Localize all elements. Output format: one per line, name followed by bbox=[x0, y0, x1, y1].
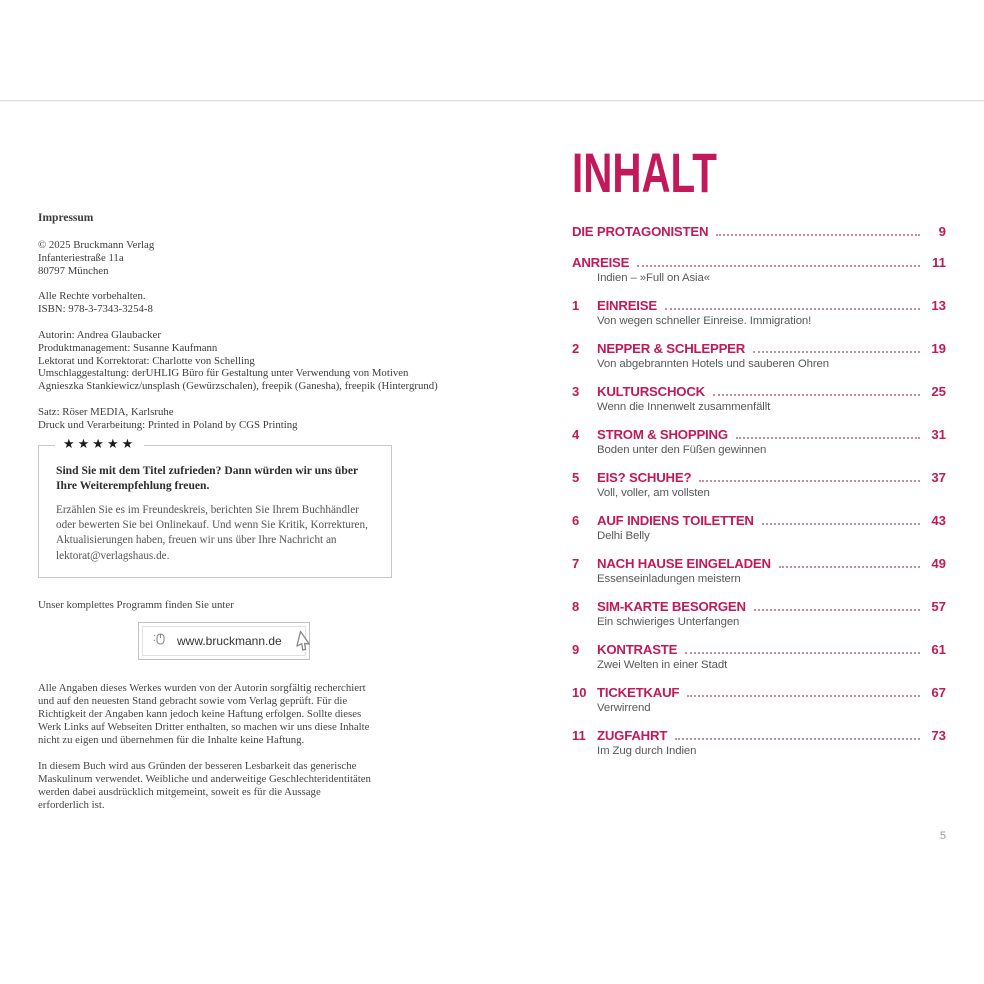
dot-leader bbox=[753, 351, 920, 353]
toc-entry-subtitle: Im Zug durch Indien bbox=[597, 745, 697, 757]
toc-entry-subtitle: Essenseinladungen meistern bbox=[597, 573, 741, 585]
toc-entry-4 bbox=[572, 427, 946, 456]
toc-entry-title: TICKETKAUF bbox=[597, 685, 680, 700]
toc-entry-2 bbox=[572, 341, 946, 370]
toc-entry-subtitle: Wenn die Innenwelt zusammenfällt bbox=[597, 401, 771, 413]
toc-entry-3 bbox=[572, 384, 946, 413]
toc-entry-title: EINREISE bbox=[597, 298, 657, 313]
toc-entry-page: 49 bbox=[931, 556, 946, 571]
toc-chapter-number: 2 bbox=[572, 341, 580, 356]
dot-leader bbox=[637, 265, 920, 267]
computer-mouse-icon bbox=[153, 631, 168, 651]
toc-entry-title: NEPPER & SCHLEPPER bbox=[597, 341, 746, 356]
dot-leader bbox=[685, 652, 920, 654]
dot-leader bbox=[762, 523, 920, 525]
five-stars-icon: ★★★★★ bbox=[55, 437, 144, 452]
website-url: www.bruckmann.de bbox=[177, 634, 282, 649]
toc-entry-title: EIS? SCHUHE? bbox=[597, 470, 692, 485]
recommendation-box bbox=[38, 436, 392, 579]
toc-entry-title: KULTURSCHOCK bbox=[597, 384, 705, 399]
imprint-line: © 2025 Bruckmann Verlag bbox=[38, 239, 155, 251]
toc-entry-11 bbox=[572, 728, 946, 757]
toc-entry-subtitle: Boden unter den Füßen gewinnen bbox=[597, 444, 767, 456]
toc-chapter-number: 7 bbox=[572, 556, 580, 571]
toc-entry-title: SIM-KARTE BESORGEN bbox=[597, 599, 746, 614]
impressum-heading: Impressum bbox=[38, 212, 94, 224]
toc-entry-title: ZUGFAHRT bbox=[597, 728, 668, 743]
production-block bbox=[38, 406, 450, 432]
toc-entry-subtitle: Von wegen schneller Einreise. Immigration! bbox=[597, 315, 812, 327]
toc-entry-5 bbox=[572, 470, 946, 499]
dot-leader bbox=[754, 609, 920, 611]
rights-block bbox=[38, 290, 450, 316]
toc-entry-title: STROM & SHOPPING bbox=[597, 427, 728, 442]
gender-note-paragraph: In diesem Buch wird aus Gründen der besseren Lesbarkeit das generische Maskulinum verwendet. Weibliche und anderweitige Geschlechteridentitäten werden dabei ausdrücklich mitgemeint, soweit es für die Aussage erforderlich ist. bbox=[38, 760, 371, 812]
toc-entry-protagonisten bbox=[572, 224, 946, 239]
folio-page-number: 5 bbox=[939, 830, 946, 842]
toc-entry-subtitle: Zwei Welten in einer Stadt bbox=[597, 659, 728, 671]
website-link-graphic bbox=[138, 622, 310, 660]
toc-chapter-number: 11 bbox=[572, 728, 586, 743]
inhalt-page bbox=[572, 141, 946, 771]
toc-chapter-number: 5 bbox=[572, 470, 580, 485]
imprint-line: Produktmanagement: Susanne Kaufmann bbox=[38, 341, 218, 354]
toc-chapter-number: 9 bbox=[572, 642, 580, 657]
toc-entry-page: 11 bbox=[932, 255, 946, 270]
credits-block bbox=[38, 329, 450, 393]
toc-chapter-number: 6 bbox=[572, 513, 580, 528]
dot-leader bbox=[687, 695, 920, 697]
toc-entry-7 bbox=[572, 556, 946, 585]
page-top-edge bbox=[0, 100, 984, 101]
imprint-line: Druck und Verarbeitung: Printed in Poland by CGS Printing bbox=[38, 418, 298, 431]
toc-entry-9 bbox=[572, 642, 946, 671]
toc-chapter-number: 10 bbox=[572, 685, 587, 700]
recommendation-heading: Sind Sie mit dem Titel zufrieden? Dann würden wir uns über Ihre Weiterempfehlung freuen. bbox=[56, 463, 358, 492]
page-title: INHALT bbox=[572, 141, 717, 204]
dot-leader bbox=[736, 437, 920, 439]
mouse-cursor-icon bbox=[294, 630, 316, 659]
toc-entry-subtitle: Ein schwieriges Unterfangen bbox=[597, 616, 740, 628]
dot-leader bbox=[665, 308, 920, 310]
toc-entry-anreise bbox=[572, 255, 946, 284]
imprint-line: 80797 München bbox=[38, 264, 109, 277]
toc-entry-page: 37 bbox=[931, 470, 946, 485]
website-link-inner bbox=[142, 626, 306, 656]
toc-entry-8 bbox=[572, 599, 946, 628]
toc-entry-page: 73 bbox=[931, 728, 946, 743]
toc-chapter-number: 3 bbox=[572, 384, 580, 399]
recommendation-body: Erzählen Sie es im Freundeskreis, berichten Sie Ihrem Buchhändler oder bewerten Sie bei Onlinekauf. Und wenn Sie Kritik, Korrekturen, Aktualisierungen haben, freuen wir uns über Ihre Nachricht an lektorat@verlagshaus.de. bbox=[56, 503, 368, 562]
dot-leader bbox=[779, 566, 920, 568]
toc-entry-title: DIE PROTAGONISTEN bbox=[572, 224, 709, 239]
toc-entry-subtitle: Delhi Belly bbox=[597, 530, 650, 542]
toc-entry-page: 9 bbox=[938, 224, 946, 239]
imprint-line: Autorin: Andrea Glaubacker bbox=[38, 328, 161, 341]
toc-entry-title: KONTRASTE bbox=[597, 642, 678, 657]
imprint-line: Lektorat und Korrektorat: Charlotte von Schelling bbox=[38, 354, 255, 367]
impressum-page bbox=[38, 212, 450, 812]
imprint-line: Satz: Röser MEDIA, Karlsruhe bbox=[38, 405, 174, 418]
toc-entry-title: NACH HAUSE EINGELADEN bbox=[597, 556, 771, 571]
toc-entry-10 bbox=[572, 685, 946, 714]
toc-entry-page: 13 bbox=[931, 298, 946, 313]
toc-entry-subtitle: Von abgebrannten Hotels und sauberen Ohren bbox=[597, 358, 830, 370]
toc-entry-subtitle: Voll, voller, am vollsten bbox=[597, 487, 710, 499]
imprint-line: Alle Rechte vorbehalten. bbox=[38, 290, 146, 303]
toc-chapter-number: 4 bbox=[572, 427, 580, 442]
toc-entry-subtitle: Indien – »Full on Asia« bbox=[597, 272, 710, 284]
toc-entry-page: 19 bbox=[931, 341, 946, 356]
dot-leader bbox=[675, 738, 920, 740]
toc-entry-title: ANREISE bbox=[572, 255, 630, 270]
toc-entry-page: 43 bbox=[931, 513, 946, 528]
toc-chapter-number: 8 bbox=[572, 599, 580, 614]
toc-chapter-number: 1 bbox=[572, 298, 580, 313]
toc-entry-page: 25 bbox=[931, 384, 946, 399]
copyright-block bbox=[38, 239, 450, 277]
toc-entry-page: 57 bbox=[931, 599, 946, 614]
imprint-line: Umschlaggestaltung: derUHLIG Büro für Gestaltung unter Verwendung von Motiven Agnieszka Stankiewicz/unsplash (Gewürzschalen), freepik (Ganesha), freepik (Hintergrund) bbox=[38, 367, 438, 393]
isbn-line: ISBN: 978-3-7343-3254-8 bbox=[38, 303, 153, 316]
toc-entry-subtitle: Verwirrend bbox=[597, 702, 651, 714]
disclaimer-paragraph: Alle Angaben dieses Werkes wurden von der Autorin sorgfältig recherchiert und auf den neuesten Stand gebracht sowie vom Verlag geprüft. Für die Richtigkeit der Angaben kann jedoch keine Haftung erfolgen. Sollte dieses Werk Links auf Webseiten Dritter enthalten, so machen wir uns diese Inhalte nicht zu eigen und übernehmen für die Inhalte keine Haftung. bbox=[38, 682, 370, 747]
toc-entry-page: 67 bbox=[931, 685, 946, 700]
dot-leader bbox=[699, 480, 920, 482]
toc-entry-6 bbox=[572, 513, 946, 542]
imprint-line: Infanteriestraße 11a bbox=[38, 251, 124, 264]
toc-entry-1 bbox=[572, 298, 946, 327]
toc-entry-page: 31 bbox=[931, 427, 946, 442]
dot-leader bbox=[713, 394, 920, 396]
dot-leader bbox=[716, 234, 920, 236]
program-line: Unser komplettes Programm finden Sie unter bbox=[38, 599, 234, 612]
toc-entry-page: 61 bbox=[931, 642, 946, 657]
toc-entry-title: AUF INDIENS TOILETTEN bbox=[597, 513, 754, 528]
